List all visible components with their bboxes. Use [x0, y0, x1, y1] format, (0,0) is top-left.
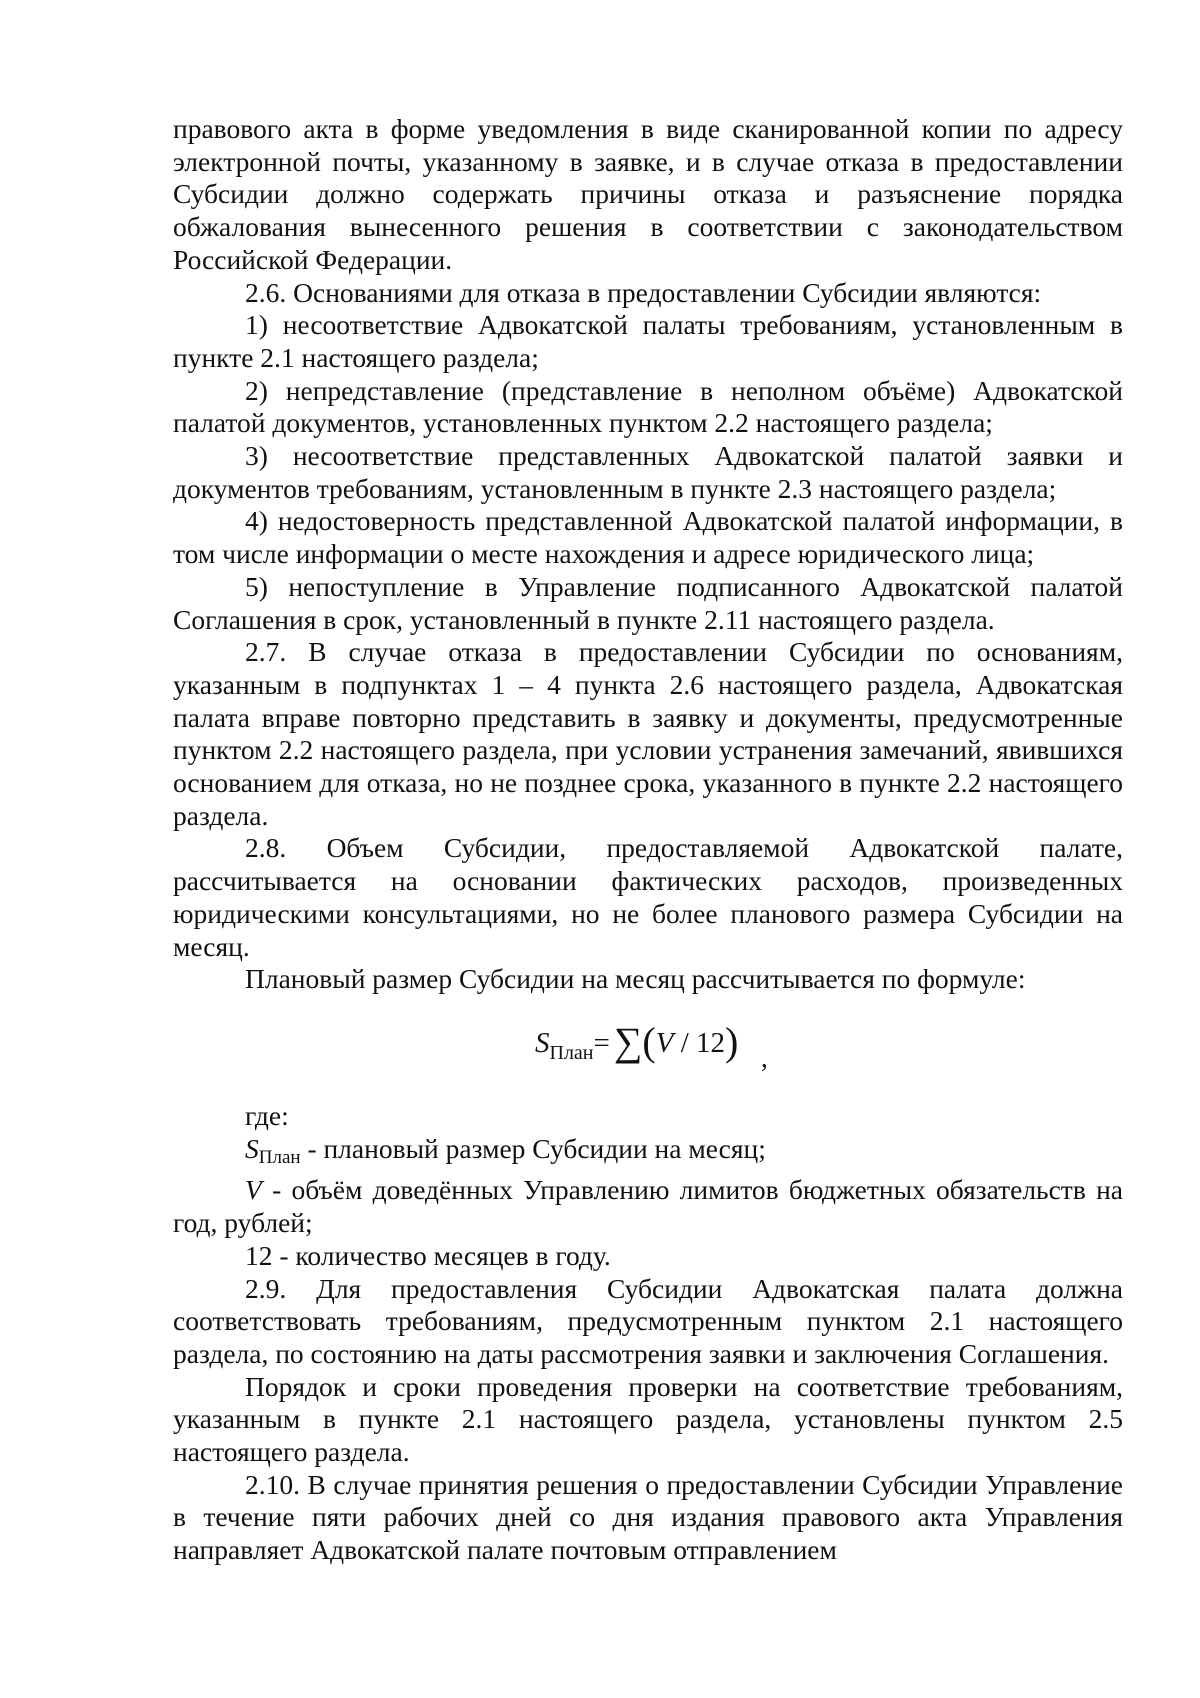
- formula-divisor: / 12: [673, 1026, 725, 1059]
- paragraph: 4) недостоверность представленной Адвокатской палатой информации, в том числе информации о месте нахождения и адресе юридического лица;: [173, 505, 1123, 570]
- paragraph: 2.9. Для предоставления Субсидии Адвокатская палата должна соответствовать требованиям, предусмотренным пунктом 2.1 настоящего раздела, по состоянию на даты рассмотрения заявки и заключения Соглашения.: [173, 1272, 1123, 1369]
- definition-symbol: S: [245, 1132, 259, 1164]
- formula-lhs-symbol: S: [535, 1026, 550, 1059]
- formula-sum-symbol: ∑: [613, 1018, 643, 1064]
- paragraph: Плановый размер Субсидии на месяц рассчитывается по формуле:: [245, 963, 1026, 995]
- paragraph: 2.6. Основаниями для отказа в предоставлении Субсидии являются:: [245, 276, 1042, 308]
- paragraph: 3) несоответствие представленных Адвокатской палатой заявки и документов требованиям, установленным в пункте 2.3 настоящего раздела;: [173, 440, 1123, 504]
- formula-equals: =: [593, 1026, 610, 1059]
- definition-item: [173, 1174, 1123, 1239]
- formula-variable: V: [655, 1026, 674, 1059]
- formula-close-paren: ): [725, 1018, 739, 1064]
- where-label: где:: [245, 1099, 289, 1131]
- definition-symbol: V: [245, 1174, 262, 1206]
- definition-item: [173, 1240, 1123, 1273]
- formula-open-paren: (: [642, 1018, 656, 1064]
- definition-item: [173, 1133, 1123, 1175]
- paragraph: 1) несоответствие Адвокатской палаты требованиям, установленным в пункте 2.1 настоящего раздела;: [173, 309, 1123, 373]
- paragraph: 2.7. В случае отказа в предоставлении Субсидии по основаниям, указанным в подпунктах 1 – 4 пункта 2.6 настоящего раздела, Адвокатская палата вправе повторно представить в заявку и документы, предусмотренные пунктом 2.2 настоящего раздела, при условии устранения замечаний, явившихся основанием для отказа, но не позднее срока, указанного в пункте 2.2 настоящего раздела.: [173, 636, 1123, 831]
- paragraph: 2.8. Объем Субсидии, предоставляемой Адвокатской палате, рассчитывается на основании фактических расходов, произведенных юридическими консультациями, но не более планового размера Субсидии на месяц.: [173, 832, 1123, 962]
- paragraph: 5) непоступление в Управление подписанного Адвокатской палатой Соглашения в срок, установленный в пункте 2.11 настоящего раздела.: [173, 570, 1123, 635]
- paragraph: 2.10. В случае принятия решения о предоставлении Субсидии Управление в течение пяти рабочих дней со дня издания правового акта Управления направляет Адвокатской палате почтовым отправлением: [173, 1468, 1123, 1566]
- formula-comma: ,: [761, 1042, 768, 1073]
- definition-text: - объём доведённых Управлению лимитов бюджетных обязательств на год, рублей;: [173, 1174, 1123, 1239]
- document-body: [173, 113, 1123, 1567]
- formula-block: [173, 1002, 1123, 1100]
- definition-text: - плановый размер Субсидии на месяц;: [300, 1132, 766, 1164]
- formula: [535, 1018, 739, 1073]
- definition-text: 12 - количество месяцев в году.: [245, 1239, 611, 1271]
- paragraph: правового акта в форме уведомления в виде сканированной копии по адресу электронной почты, указанному в заявке, и в случае отказа в предоставлении Субсидии должно содержать причины отказа и разъяснение порядка обжалования вынесенного решения в соответствии с законодательством Российской Федерации.: [173, 113, 1123, 275]
- paragraph: Порядок и сроки проведения проверки на соответствие требованиям, указанным в пункте 2.1 настоящего раздела, установлены пунктом 2.5 настоящего раздела.: [173, 1370, 1123, 1468]
- definition-subscript: План: [258, 1146, 301, 1168]
- formula-lhs-subscript: План: [549, 1041, 594, 1064]
- paragraph: 2) непредставление (представление в неполном объёме) Адвокатской палатой документов, установленных пунктом 2.2 настоящего раздела;: [173, 374, 1123, 439]
